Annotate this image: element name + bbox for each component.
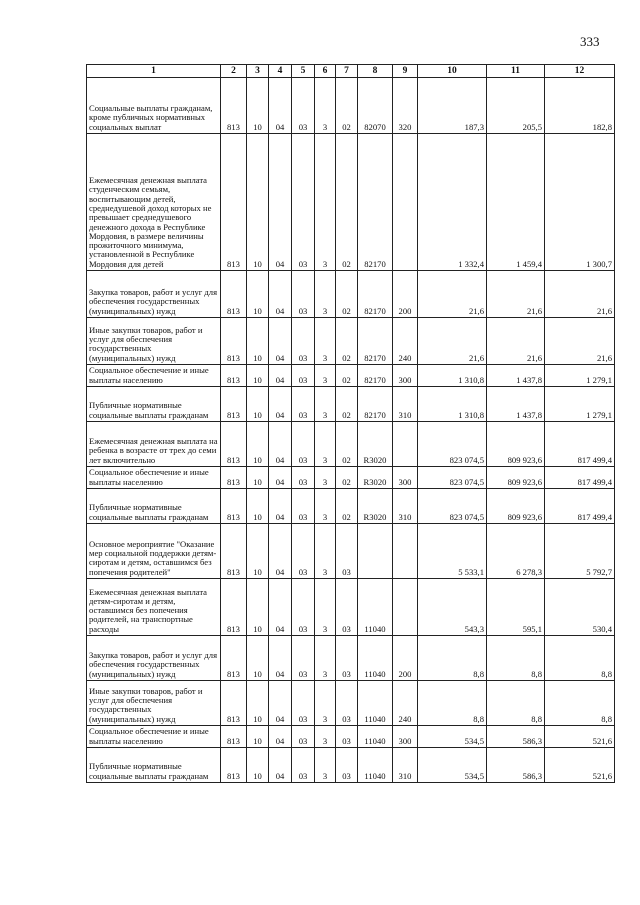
cell-measure: 03 (336, 726, 358, 748)
cell-subprogram: 3 (315, 748, 336, 783)
cell-section: 10 (247, 489, 269, 524)
cell-subprogram: 3 (315, 467, 336, 489)
cell-measure: 02 (336, 134, 358, 271)
cell-program: 03 (292, 134, 315, 271)
cell-measure: 02 (336, 422, 358, 467)
row-name: Закупка товаров, работ и услуг для обеспечения государственных (муниципальных) нужд (87, 271, 221, 318)
cell-section: 10 (247, 681, 269, 726)
cell-expense-type: 200 (393, 636, 418, 681)
cell-program: 03 (292, 387, 315, 422)
cell-expense-type (393, 524, 418, 579)
cell-ministry: 813 (221, 78, 247, 134)
cell-direction: R3020 (358, 467, 393, 489)
column-header: 2 (221, 65, 247, 78)
cell-section: 10 (247, 387, 269, 422)
cell-ministry: 813 (221, 365, 247, 387)
table-row (87, 271, 615, 318)
page-number: 333 (580, 34, 600, 49)
cell-subprogram: 3 (315, 636, 336, 681)
cell-measure: 02 (336, 318, 358, 365)
cell-measure: 02 (336, 365, 358, 387)
cell-value-col10: 187,3 (418, 78, 487, 134)
cell-program: 03 (292, 636, 315, 681)
cell-expense-type (393, 579, 418, 636)
cell-section: 10 (247, 318, 269, 365)
cell-value-col10: 21,6 (418, 271, 487, 318)
cell-value-col11: 1 437,8 (487, 365, 545, 387)
cell-value-col12: 530,4 (545, 579, 615, 636)
cell-subprogram: 3 (315, 489, 336, 524)
cell-measure: 03 (336, 681, 358, 726)
cell-expense-type: 310 (393, 489, 418, 524)
row-name: Ежемесячная денежная выплата студенческим семьям, воспитывающим детей, среднедушевой доход которых не превышает среднедушевого денежного дохода в Республике Мордовия, в размере величины прожиточного минимума, установленной в Республике Мордовия для детей (87, 134, 221, 271)
cell-value-col12: 521,6 (545, 748, 615, 783)
cell-value-col11: 1 459,4 (487, 134, 545, 271)
cell-value-col10: 1 332,4 (418, 134, 487, 271)
cell-value-col11: 1 437,8 (487, 387, 545, 422)
row-name: Иные закупки товаров, работ и услуг для обеспечения государственных (муниципальных) нужд (87, 318, 221, 365)
column-header: 7 (336, 65, 358, 78)
cell-value-col11: 8,8 (487, 636, 545, 681)
column-header: 9 (393, 65, 418, 78)
cell-section: 10 (247, 467, 269, 489)
cell-value-col12: 5 792,7 (545, 524, 615, 579)
cell-expense-type: 300 (393, 365, 418, 387)
column-header: 5 (292, 65, 315, 78)
cell-direction: 82170 (358, 134, 393, 271)
cell-value-col11: 586,3 (487, 726, 545, 748)
cell-program: 03 (292, 489, 315, 524)
cell-program: 03 (292, 748, 315, 783)
table-row (87, 134, 615, 271)
table-row (87, 579, 615, 636)
cell-value-col12: 8,8 (545, 636, 615, 681)
cell-value-col11: 595,1 (487, 579, 545, 636)
cell-subprogram: 3 (315, 271, 336, 318)
cell-expense-type: 310 (393, 748, 418, 783)
cell-direction: 11040 (358, 726, 393, 748)
cell-direction: R3020 (358, 489, 393, 524)
table-row (87, 365, 615, 387)
cell-direction: 82070 (358, 78, 393, 134)
cell-ministry: 813 (221, 636, 247, 681)
row-name: Иные закупки товаров, работ и услуг для обеспечения государственных (муниципальных) нужд (87, 681, 221, 726)
cell-program: 03 (292, 467, 315, 489)
column-header: 4 (269, 65, 292, 78)
cell-ministry: 813 (221, 134, 247, 271)
cell-value-col12: 521,6 (545, 726, 615, 748)
table-body (87, 78, 615, 783)
cell-value-col11: 6 278,3 (487, 524, 545, 579)
cell-subsection: 04 (269, 318, 292, 365)
cell-value-col10: 8,8 (418, 681, 487, 726)
table-row (87, 636, 615, 681)
cell-section: 10 (247, 365, 269, 387)
cell-measure: 02 (336, 489, 358, 524)
cell-subsection: 04 (269, 579, 292, 636)
cell-ministry: 813 (221, 579, 247, 636)
column-header: 8 (358, 65, 393, 78)
cell-direction: 11040 (358, 748, 393, 783)
cell-program: 03 (292, 78, 315, 134)
cell-ministry: 813 (221, 271, 247, 318)
cell-value-col11: 809 923,6 (487, 422, 545, 467)
column-header: 3 (247, 65, 269, 78)
table-row (87, 489, 615, 524)
cell-measure: 02 (336, 467, 358, 489)
cell-subprogram: 3 (315, 365, 336, 387)
table-row (87, 387, 615, 422)
cell-expense-type: 320 (393, 78, 418, 134)
cell-value-col10: 1 310,8 (418, 365, 487, 387)
table-row (87, 726, 615, 748)
table-row (87, 422, 615, 467)
cell-direction: 82170 (358, 318, 393, 365)
cell-value-col10: 823 074,5 (418, 422, 487, 467)
cell-ministry: 813 (221, 318, 247, 365)
cell-subsection: 04 (269, 387, 292, 422)
cell-subsection: 04 (269, 681, 292, 726)
cell-section: 10 (247, 579, 269, 636)
cell-program: 03 (292, 271, 315, 318)
cell-direction: 11040 (358, 579, 393, 636)
cell-direction (358, 524, 393, 579)
cell-subprogram: 3 (315, 78, 336, 134)
cell-value-col10: 823 074,5 (418, 467, 487, 489)
cell-subsection: 04 (269, 524, 292, 579)
cell-measure: 02 (336, 271, 358, 318)
cell-direction: 82170 (358, 365, 393, 387)
table-row (87, 681, 615, 726)
cell-expense-type: 240 (393, 681, 418, 726)
cell-value-col10: 1 310,8 (418, 387, 487, 422)
row-name: Ежемесячная денежная выплата детям-сиротам и детям, оставшимся без попечения родителей, на транспортные расходы (87, 579, 221, 636)
cell-direction: 82170 (358, 271, 393, 318)
cell-value-col12: 817 499,4 (545, 489, 615, 524)
cell-value-col10: 5 533,1 (418, 524, 487, 579)
cell-value-col12: 1 279,1 (545, 365, 615, 387)
table-row (87, 318, 615, 365)
cell-ministry: 813 (221, 387, 247, 422)
cell-subsection: 04 (269, 489, 292, 524)
cell-value-col12: 1 279,1 (545, 387, 615, 422)
cell-expense-type: 310 (393, 387, 418, 422)
cell-subprogram: 3 (315, 579, 336, 636)
cell-subsection: 04 (269, 422, 292, 467)
cell-subsection: 04 (269, 134, 292, 271)
cell-section: 10 (247, 78, 269, 134)
table-row (87, 524, 615, 579)
cell-ministry: 813 (221, 681, 247, 726)
cell-section: 10 (247, 271, 269, 318)
cell-subprogram: 3 (315, 524, 336, 579)
cell-subsection: 04 (269, 365, 292, 387)
cell-section: 10 (247, 748, 269, 783)
row-name: Основное мероприятие "Оказание мер социальной поддержки детям-сиротам и детям, оставшимся без попечения родителей" (87, 524, 221, 579)
cell-value-col12: 21,6 (545, 271, 615, 318)
cell-ministry: 813 (221, 524, 247, 579)
cell-ministry: 813 (221, 467, 247, 489)
cell-value-col12: 817 499,4 (545, 422, 615, 467)
cell-value-col10: 21,6 (418, 318, 487, 365)
table-row (87, 78, 615, 134)
cell-subprogram: 3 (315, 422, 336, 467)
cell-expense-type: 200 (393, 271, 418, 318)
cell-value-col11: 8,8 (487, 681, 545, 726)
cell-program: 03 (292, 365, 315, 387)
column-header: 1 (87, 65, 221, 78)
cell-value-col12: 8,8 (545, 681, 615, 726)
cell-program: 03 (292, 318, 315, 365)
cell-value-col12: 817 499,4 (545, 467, 615, 489)
cell-measure: 03 (336, 636, 358, 681)
column-header: 11 (487, 65, 545, 78)
cell-value-col12: 21,6 (545, 318, 615, 365)
cell-measure: 02 (336, 387, 358, 422)
cell-value-col11: 21,6 (487, 318, 545, 365)
row-name: Публичные нормативные социальные выплаты гражданам (87, 489, 221, 524)
cell-program: 03 (292, 422, 315, 467)
column-header: 12 (545, 65, 615, 78)
cell-value-col10: 823 074,5 (418, 489, 487, 524)
row-name: Закупка товаров, работ и услуг для обеспечения государственных (муниципальных) нужд (87, 636, 221, 681)
cell-direction: 11040 (358, 681, 393, 726)
cell-subsection: 04 (269, 467, 292, 489)
row-name: Социальное обеспечение и иные выплаты населению (87, 726, 221, 748)
cell-value-col11: 586,3 (487, 748, 545, 783)
cell-ministry: 813 (221, 748, 247, 783)
row-name: Публичные нормативные социальные выплаты гражданам (87, 387, 221, 422)
cell-value-col11: 809 923,6 (487, 489, 545, 524)
table-row (87, 748, 615, 783)
cell-value-col11: 21,6 (487, 271, 545, 318)
cell-measure: 03 (336, 579, 358, 636)
row-name: Социальное обеспечение и иные выплаты населению (87, 365, 221, 387)
cell-section: 10 (247, 636, 269, 681)
row-name: Социальные выплаты гражданам, кроме публичных нормативных социальных выплат (87, 78, 221, 134)
table-row (87, 467, 615, 489)
cell-direction: R3020 (358, 422, 393, 467)
cell-direction: 82170 (358, 387, 393, 422)
cell-program: 03 (292, 579, 315, 636)
cell-section: 10 (247, 524, 269, 579)
cell-measure: 02 (336, 78, 358, 134)
cell-value-col11: 809 923,6 (487, 467, 545, 489)
cell-subprogram: 3 (315, 726, 336, 748)
cell-ministry: 813 (221, 726, 247, 748)
cell-value-col10: 543,3 (418, 579, 487, 636)
row-name: Социальное обеспечение и иные выплаты населению (87, 467, 221, 489)
cell-subprogram: 3 (315, 387, 336, 422)
cell-ministry: 813 (221, 422, 247, 467)
cell-ministry: 813 (221, 489, 247, 524)
cell-value-col10: 534,5 (418, 748, 487, 783)
cell-expense-type: 240 (393, 318, 418, 365)
cell-subsection: 04 (269, 636, 292, 681)
row-name: Ежемесячная денежная выплата на ребенка в возрасте от трех до семи лет включительно (87, 422, 221, 467)
cell-value-col10: 8,8 (418, 636, 487, 681)
cell-expense-type: 300 (393, 726, 418, 748)
cell-subprogram: 3 (315, 134, 336, 271)
cell-expense-type (393, 134, 418, 271)
header-row (87, 65, 615, 78)
column-header: 6 (315, 65, 336, 78)
cell-subprogram: 3 (315, 681, 336, 726)
cell-subsection: 04 (269, 78, 292, 134)
cell-value-col10: 534,5 (418, 726, 487, 748)
cell-direction: 11040 (358, 636, 393, 681)
cell-expense-type (393, 422, 418, 467)
cell-value-col12: 182,8 (545, 78, 615, 134)
cell-value-col11: 205,5 (487, 78, 545, 134)
cell-expense-type: 300 (393, 467, 418, 489)
cell-section: 10 (247, 134, 269, 271)
row-name: Публичные нормативные социальные выплаты гражданам (87, 748, 221, 783)
cell-subsection: 04 (269, 271, 292, 318)
cell-program: 03 (292, 681, 315, 726)
cell-measure: 03 (336, 524, 358, 579)
cell-value-col12: 1 300,7 (545, 134, 615, 271)
budget-table (86, 64, 615, 783)
cell-measure: 03 (336, 748, 358, 783)
cell-section: 10 (247, 726, 269, 748)
cell-program: 03 (292, 726, 315, 748)
cell-subsection: 04 (269, 748, 292, 783)
cell-subprogram: 3 (315, 318, 336, 365)
cell-subsection: 04 (269, 726, 292, 748)
cell-program: 03 (292, 524, 315, 579)
column-header: 10 (418, 65, 487, 78)
cell-section: 10 (247, 422, 269, 467)
